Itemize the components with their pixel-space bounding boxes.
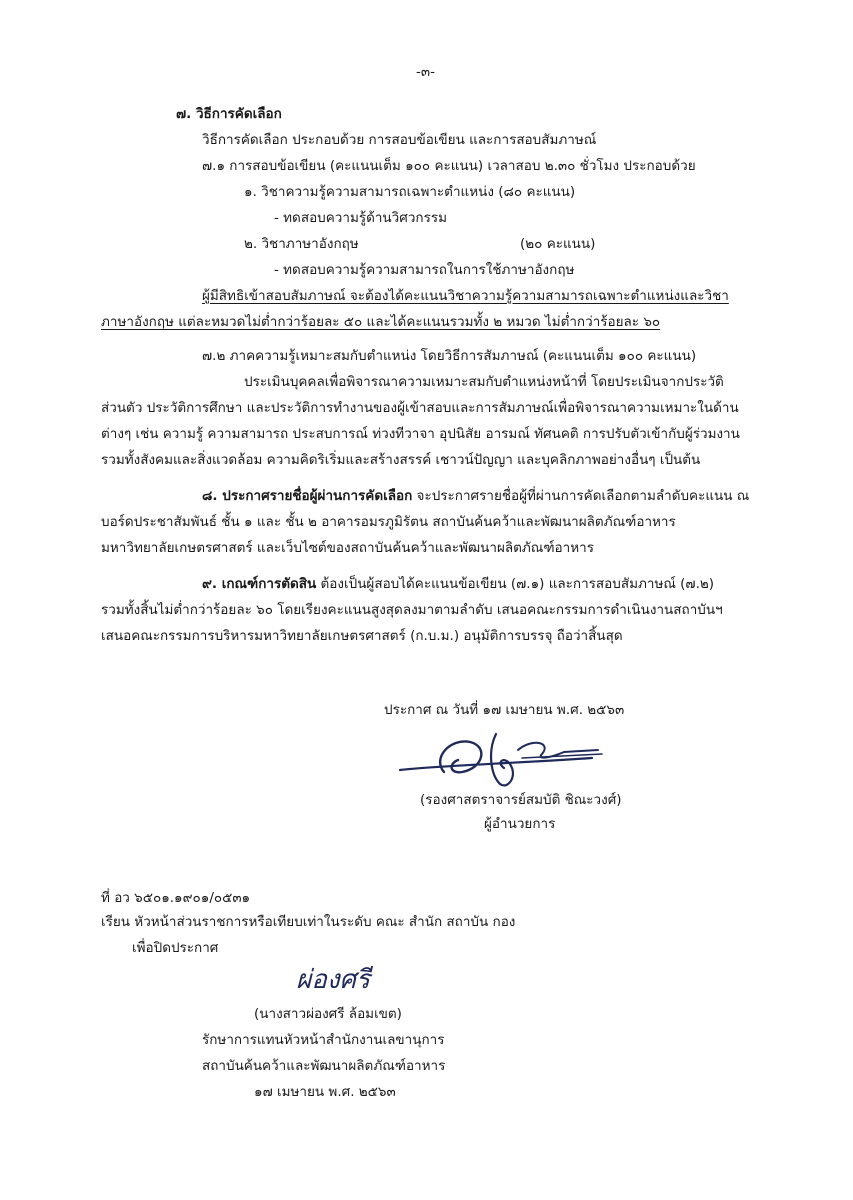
signer-title: ผู้อำนวยการ bbox=[484, 816, 556, 832]
section7-item72: ๗.๒ ภาคความรู้เหมาะสมกับตำแหน่ง โดยวิธีการสัมภาษณ์ (คะแนนเต็ม ๑๐๐ คะแนน) bbox=[202, 348, 697, 364]
section7-sub1-detail: - ทดสอบความรู้ด้านวิศวกรรม bbox=[274, 210, 447, 226]
section7-item71: ๗.๑ การสอบข้อเขียน (คะแนนเต็ม ๑๐๐ คะแนน) เวลาสอบ ๒.๓๐ ชั่วโมง ประกอบด้วย bbox=[202, 158, 696, 174]
section7-intro: วิธีการคัดเลือก ประกอบด้วย การสอบข้อเขียน และการสอบสัมภาษณ์ bbox=[202, 132, 597, 148]
page-number: -๓- bbox=[416, 64, 435, 80]
memo-ref-no: ที่ อว ๖๕๐๑.๑๙๐๑/๐๕๓๑ bbox=[101, 890, 251, 906]
memo-position-line1: รักษาการแทนหัวหน้าสำนักงานเลขานุการ bbox=[202, 1032, 445, 1048]
section7-rule-line1: ผู้มีสิทธิเข้าสอบสัมภาษณ์ จะต้องได้คะแนนวิชาความรู้ความสามารถเฉพาะตำแหน่งและวิชา bbox=[202, 288, 729, 304]
section8-heading: ๘. ประกาศรายชื่อผู้ผ่านการคัดเลือก bbox=[202, 488, 413, 504]
section9-line1 bbox=[202, 574, 714, 594]
section9-line2: รวมทั้งสิ้นไม่ต่ำกว่าร้อยละ ๖๐ โดยเรียงคะแนนสูงสุดลงมาตามลำดับ เสนอคณะกรรมการดำเนินงานสถาบันฯ bbox=[101, 602, 723, 618]
section7-item72-p4: รวมทั้งสังคมและสิ่งแวดล้อม ความคิดริเริ่มและสร้างสรรค์ เชาวน์ปัญญา และบุคลิกภาพอย่างอื่นๆ เป็นต้น bbox=[101, 452, 701, 468]
signer-name: (รองศาสตราจารย์สมบัติ ชิณะวงศ์) bbox=[420, 792, 622, 808]
section7-sub1-title: ๑. วิชาความรู้ความสามารถเฉพาะตำแหน่ง (๘๐ คะแนน) bbox=[244, 184, 576, 200]
section7-sub2-score: (๒๐ คะแนน) bbox=[520, 236, 596, 252]
memo-name: (นางสาวผ่องศรี ล้อมเขต) bbox=[254, 1006, 402, 1022]
announcement-date: ประกาศ ณ วันที่ ๑๗ เมษายน พ.ศ. ๒๕๖๓ bbox=[384, 702, 625, 718]
memo-position-line2: สถาบันค้นคว้าและพัฒนาผลิตภัณฑ์อาหาร bbox=[202, 1058, 446, 1074]
section8-line3: มหาวิทยาลัยเกษตรศาสตร์ และเว็บไซต์ของสถาบันค้นคว้าและพัฒนาผลิตภัณฑ์อาหาร bbox=[101, 540, 594, 556]
section7-item72-p1: ประเมินบุคคลเพื่อพิจารณาความเหมาะสมกับตำแหน่งหน้าที่ โดยประเมินจากประวัติ bbox=[244, 374, 724, 390]
director-signature bbox=[392, 728, 622, 790]
section7-item72-p2: ส่วนตัว ประวัติการศึกษา และประวัติการทำงานของผู้เข้าสอบและการสัมภาษณ์เพื่อพิจารณาความเหมาะในด้าน bbox=[101, 400, 739, 416]
section7-sub2-detail: - ทดสอบความรู้ความสามารถในการใช้ภาษาอังกฤษ bbox=[274, 262, 575, 278]
section8-line1-rest: จะประกาศรายชื่อผู้ที่ผ่านการคัดเลือกตามลำดับคะแนน ณ bbox=[412, 488, 750, 504]
section8-line1 bbox=[202, 486, 749, 506]
section7-rule-line2: ภาษาอังกฤษ แต่ละหมวดไม่ต่ำกว่าร้อยละ ๕๐ และได้คะแนนรวมทั้ง ๒ หมวด ไม่ต่ำกว่าร้อยละ ๖๐ bbox=[101, 314, 661, 330]
section9-heading: ๙. เกณฑ์การตัดสิน bbox=[202, 576, 317, 592]
section7-heading: ๗. วิธีการคัดเลือก bbox=[176, 106, 282, 122]
section8-line2: บอร์ดประชาสัมพันธ์ ชั้น ๑ และ ชั้น ๒ อาคารอมรภูมิรัตน สถาบันค้นคว้าและพัฒนาผลิตภัณฑ์อาหาร bbox=[101, 514, 676, 530]
memo-signature bbox=[292, 958, 402, 998]
section7-item72-p3: ต่างๆ เช่น ความรู้ ความสามารถ ประสบการณ์ ท่วงทีวาจา อุปนิสัย อารมณ์ ทัศนคติ การปรับตัวเข้ากับผู้ร่วมงาน bbox=[101, 426, 740, 442]
memo-purpose: เพื่อปิดประกาศ bbox=[132, 940, 219, 956]
section9-line1-rest: ต้องเป็นผู้สอบได้คะแนนข้อเขียน (๗.๑) และการสอบสัมภาษณ์ (๗.๒) bbox=[316, 576, 715, 592]
section9-line3: เสนอคณะกรรมการบริหารมหาวิทยาลัยเกษตรศาสตร์ (ก.บ.ม.) อนุมัติการบรรจุ ถือว่าสิ้นสุด bbox=[101, 628, 623, 644]
memo-to: เรียน หัวหน้าส่วนราชการหรือเทียบเท่าในระดับ คณะ สำนัก สถาบัน กอง bbox=[101, 914, 516, 930]
memo-date: ๑๗ เมษายน พ.ศ. ๒๕๖๓ bbox=[254, 1084, 396, 1100]
section7-sub2-title: ๒. วิชาภาษาอังกฤษ bbox=[244, 236, 359, 252]
memo-signature-text: ผ่องศรี bbox=[296, 965, 371, 995]
